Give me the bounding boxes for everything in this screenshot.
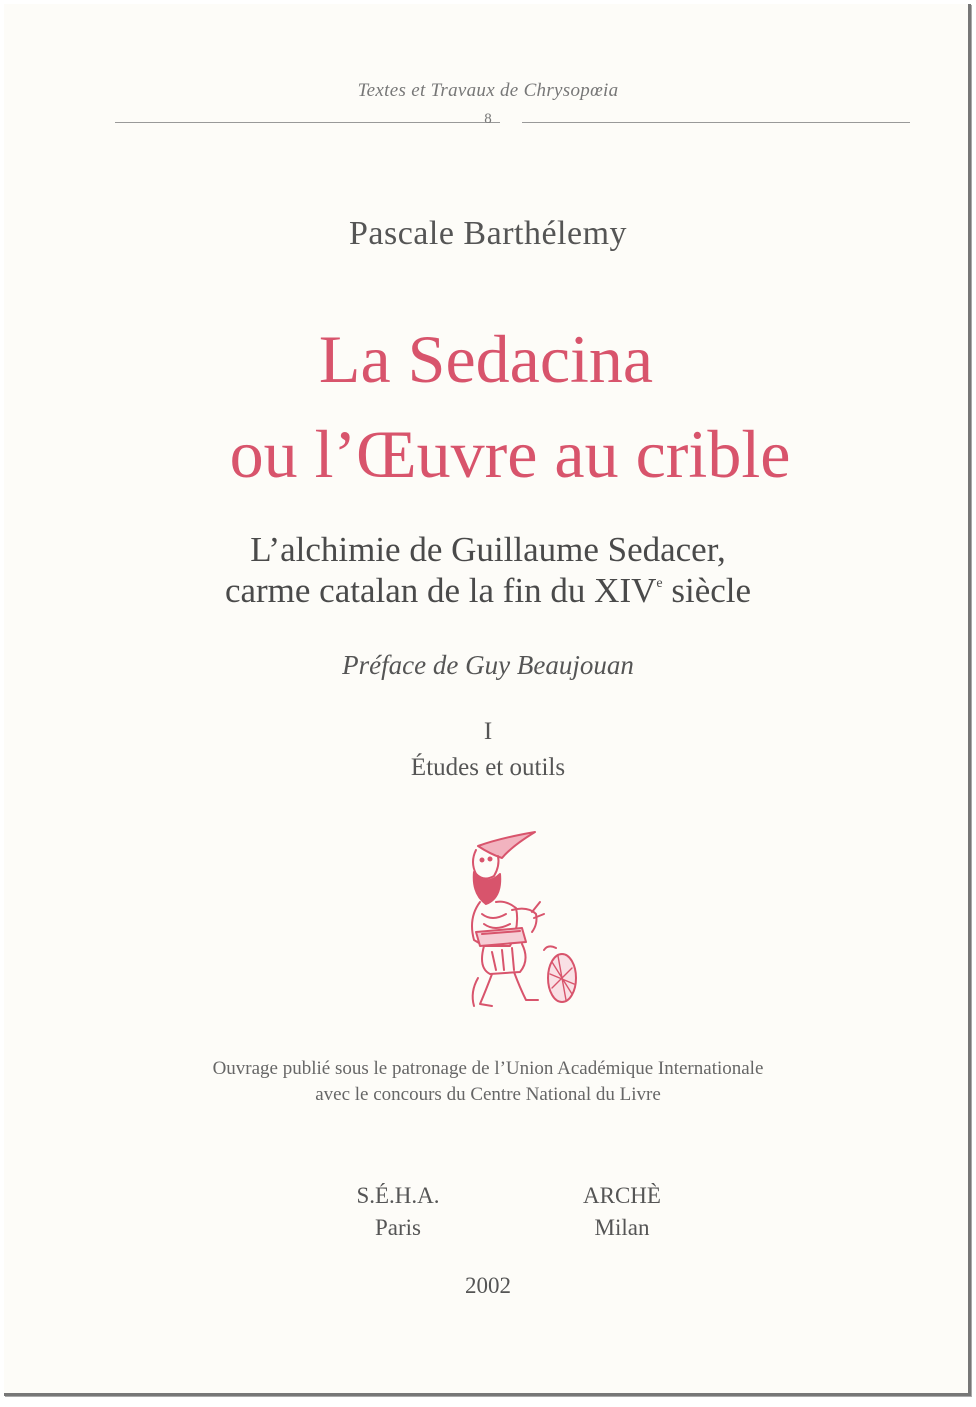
preface-credit: Préface de Guy Beaujouan xyxy=(342,650,634,680)
publisher-name: ARCHÈ xyxy=(583,1183,661,1208)
alchemist-figure-icon xyxy=(440,828,590,1018)
patronage-line1: Ouvrage publié sous le patronage de l’Union Académique Internationale xyxy=(212,1058,764,1079)
publication-year: 2002 xyxy=(465,1273,511,1298)
patronage-line2: avec le concours du Centre National du Livre xyxy=(315,1084,661,1105)
book-title-line2: ou l’Œuvre au crible xyxy=(229,416,791,492)
subtitle-superscript: e xyxy=(656,576,663,591)
subtitle-line2 xyxy=(0,573,976,608)
volume-title: Études et outils xyxy=(410,754,566,781)
subtitle-line2-text: carme catalan de la fin du XIV xyxy=(224,571,657,610)
subtitle-line2-end: siècle xyxy=(662,571,752,610)
volume-number: I xyxy=(483,718,493,745)
publisher-city: Milan xyxy=(594,1215,650,1240)
book-title-line1: La Sedacina xyxy=(318,321,654,397)
publisher-name: S.É.H.A. xyxy=(356,1183,440,1208)
publisher-city: Paris xyxy=(375,1215,421,1240)
series-number: 8 xyxy=(484,111,492,127)
subtitle-line1: L’alchimie de Guillaume Sedacer, xyxy=(250,530,726,569)
author-name: Pascale Barthélemy xyxy=(348,215,628,252)
series-rule-right xyxy=(522,122,910,123)
series-title: Textes et Travaux de Chrysopœia xyxy=(357,80,619,101)
